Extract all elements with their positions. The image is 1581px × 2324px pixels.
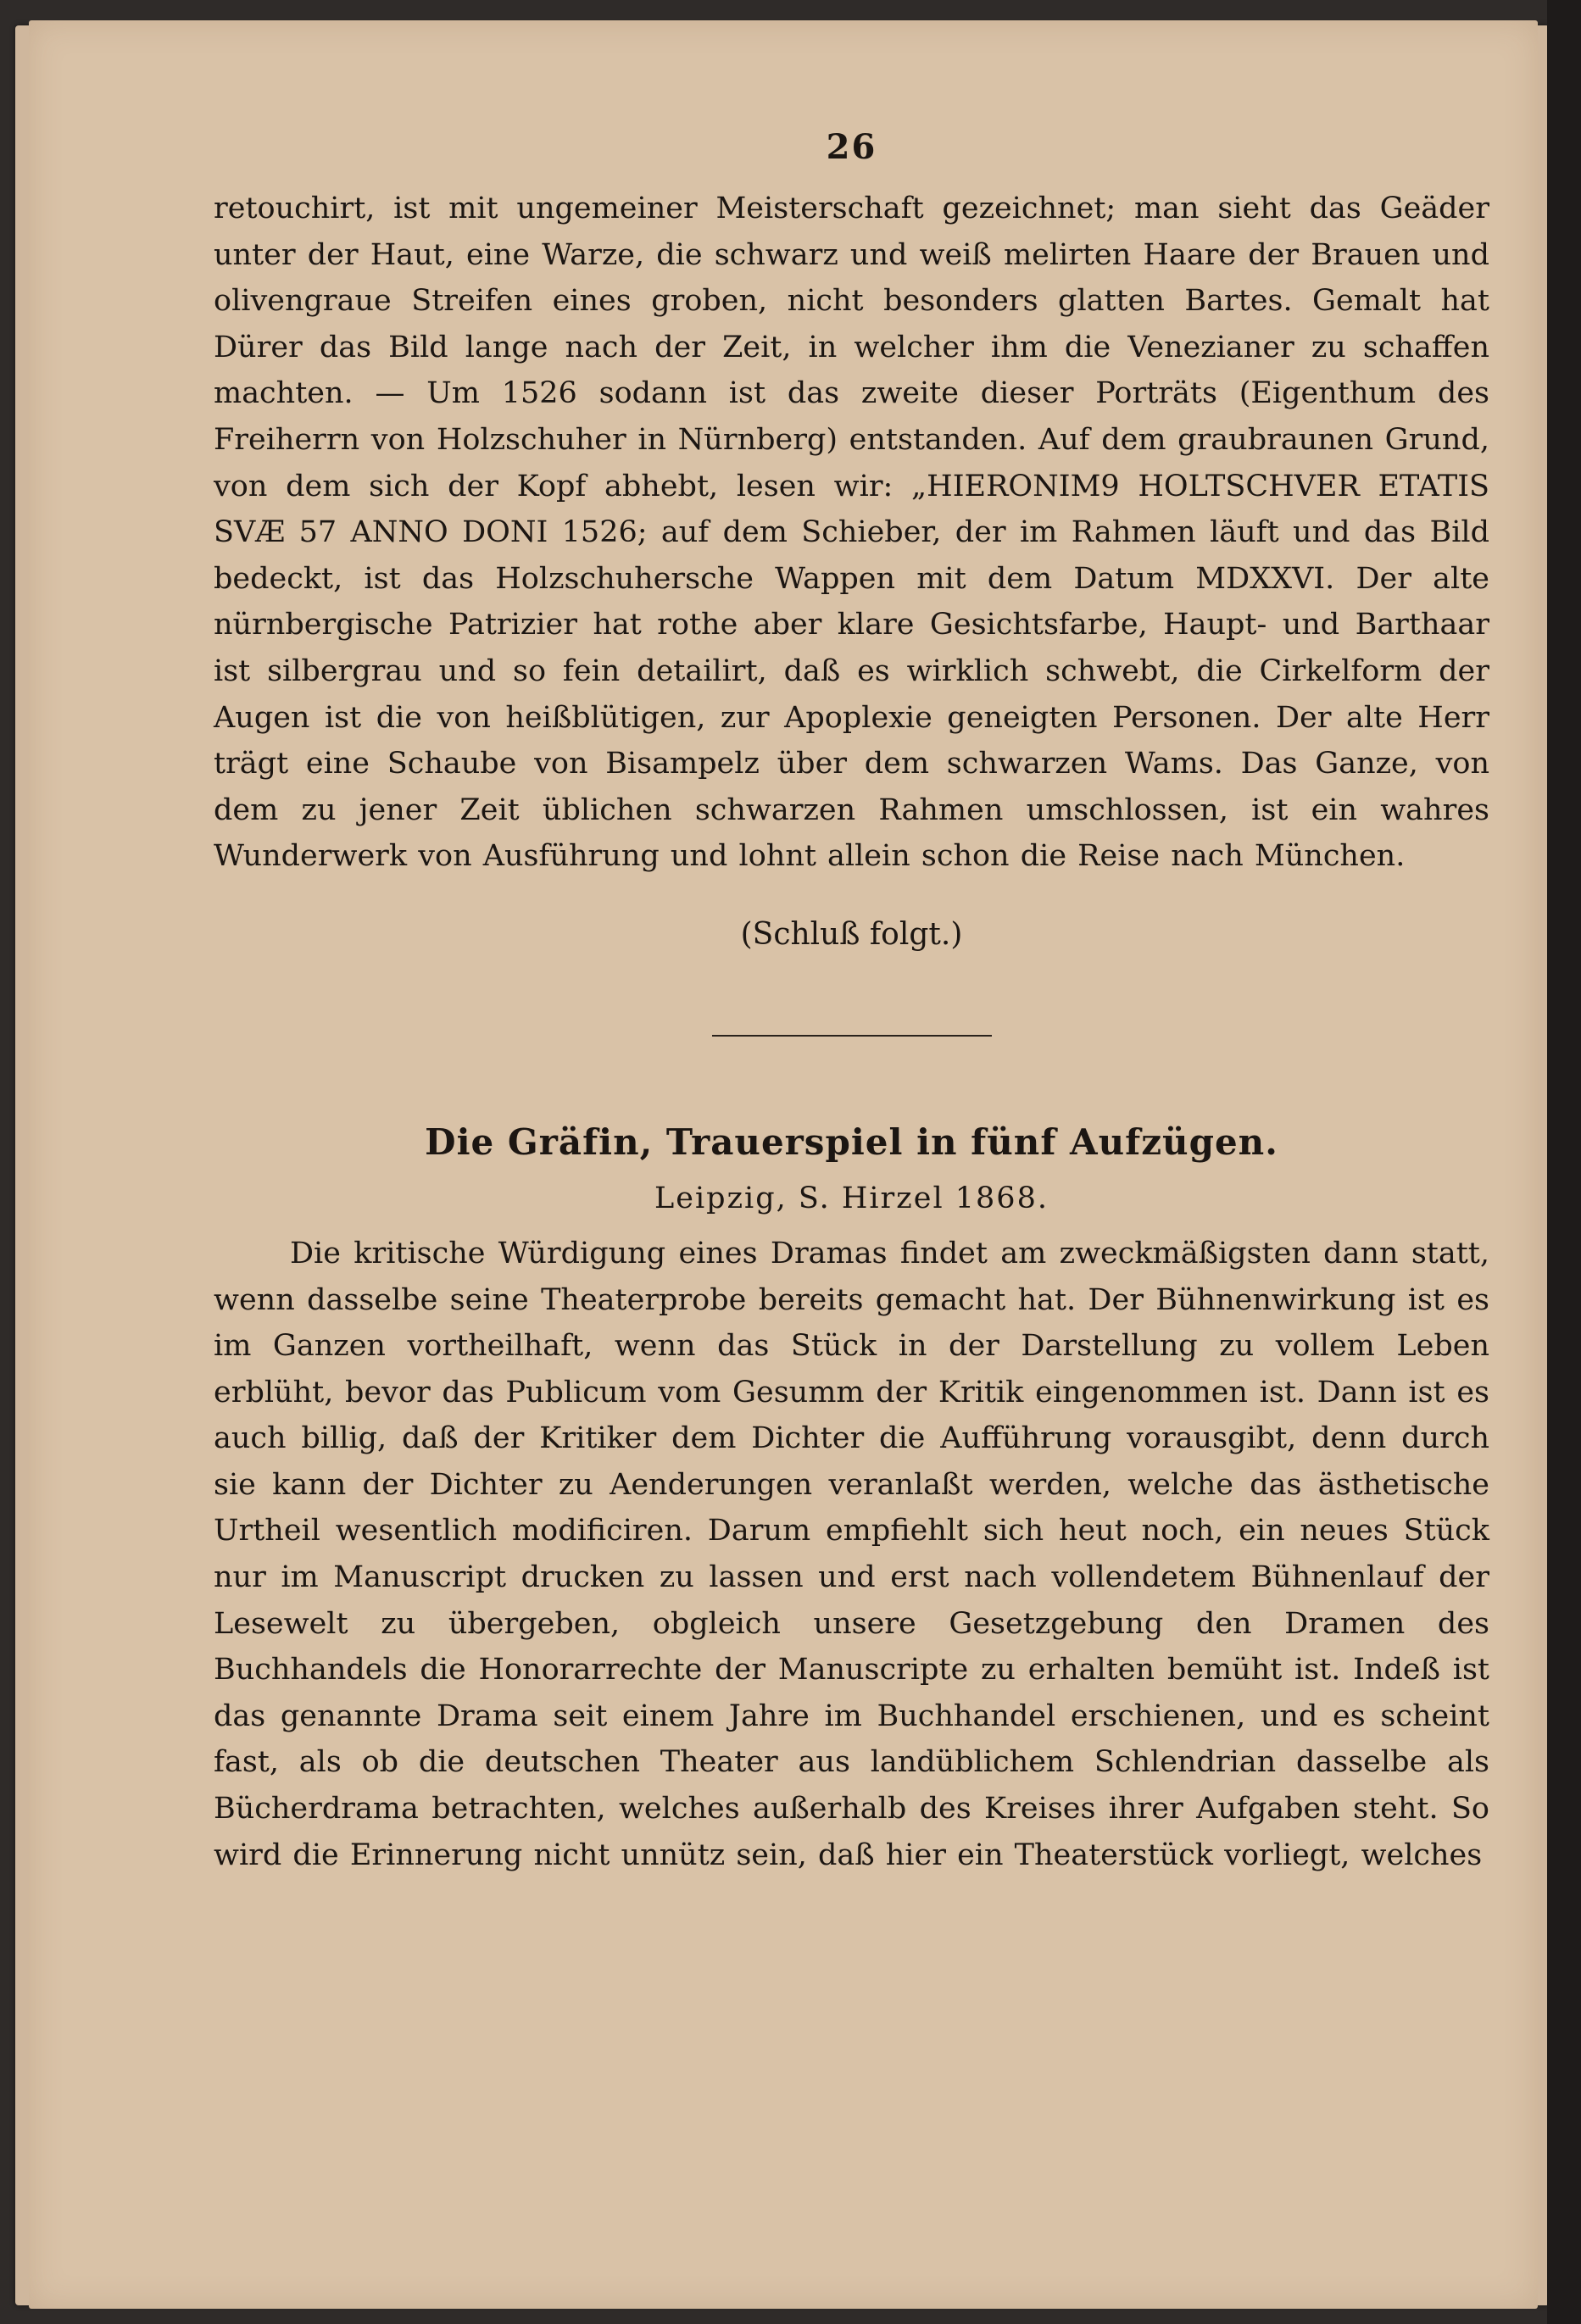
section-divider	[712, 1035, 992, 1037]
continued-note: (Schluß folgt.)	[740, 916, 963, 952]
page-number: 26	[826, 127, 877, 167]
scan-border-right	[1547, 0, 1581, 2324]
article-continuation-paragraph: retouchirt, ist mit ungemeiner Meisterschaft gezeichnet; man sieht das Geäder unter der Haut, eine Warze, die schwarz und weiß melirten Haare der Brauen und olivengraue Streifen eines groben, nicht besonders glatten Bartes. Gemalt hat Dürer das Bild lange nach der Zeit, in welcher ihm die Venezianer zu schaffen machten. — Um 1526 sodann ist das zweite dieser Porträts (Eigenthum des Freiherrn von Holzschuher in Nürnberg) entstanden. Auf dem graubraunen Grund, von dem sich der Kopf abhebt, lesen wir: „HIERONIM9 HOLTSCHVER ETATIS SVÆ 57 ANNO DONI 1526; auf dem Schieber, der im Rahmen läuft und das Bild bedeckt, ist das Holzschuhersche Wappen mit dem Datum MDXXVI. Der alte nürnbergische Patrizier hat rothe aber klare Gesichtsfarbe, Haupt- und Barthaar ist silbergrau und so fein detailirt, daß es wirklich schwebt, die Cirkelform der Augen ist die von heißblütigen, zur Apoplexie geneigten Personen. Der alte Herr trägt eine Schaube von Bisampelz über dem schwarzen Wams. Das Ganze, von dem zu jener Zeit üblichen schwarzen Rahmen umschlossen, ist ein wahres Wunderwerk von Ausführung und lohnt allein schon die Reise nach München.	[214, 192, 1489, 874]
review-paragraph: Die kritische Würdigung eines Dramas findet am zweckmäßigsten dann statt, wenn dasselbe seine Theaterprobe bereits gemacht hat. Der Bühnenwirkung ist es im Ganzen vortheilhaft, wenn das Stück in der Darstellung zu vollem Leben erblüht, bevor das Publicum vom Gesumm der Kritik eingenommen ist. Dann ist es auch billig, daß der Kritiker dem Dichter die Aufführung vorausgibt, denn durch sie kann der Dichter zu Aenderungen veranlaßt werden, welche das ästhetische Urtheil wesentlich modificiren. Darum empfiehlt sich heut noch, ein neues Stück nur im Manuscript drucken zu lassen und erst nach vollendetem Bühnenlauf der Lesewelt zu übergeben, obgleich unsere Gesetzgebung den Dramen des Buchhandels die Honorarrechte der Manuscripte zu erhalten bemüht ist. Indeß ist das genannte Drama seit einem Jahre im Buchhandel erschienen, und es scheint fast, als ob die deutschen Theater aus landüblichem Schlendrian dasselbe als Bücherdrama betrachten, welches außerhalb des Kreises ihrer Aufgaben steht. So wird die Erinnerung nicht unnütz sein, daß hier ein Theaterstück vorliegt, welches	[214, 1236, 1489, 1872]
page-text-block	[214, 127, 1489, 1878]
review-source: Leipzig, S. Hirzel 1868.	[654, 1181, 1049, 1215]
review-title: Die Gräfin, Trauerspiel in fünf Aufzügen.	[425, 1120, 1278, 1163]
